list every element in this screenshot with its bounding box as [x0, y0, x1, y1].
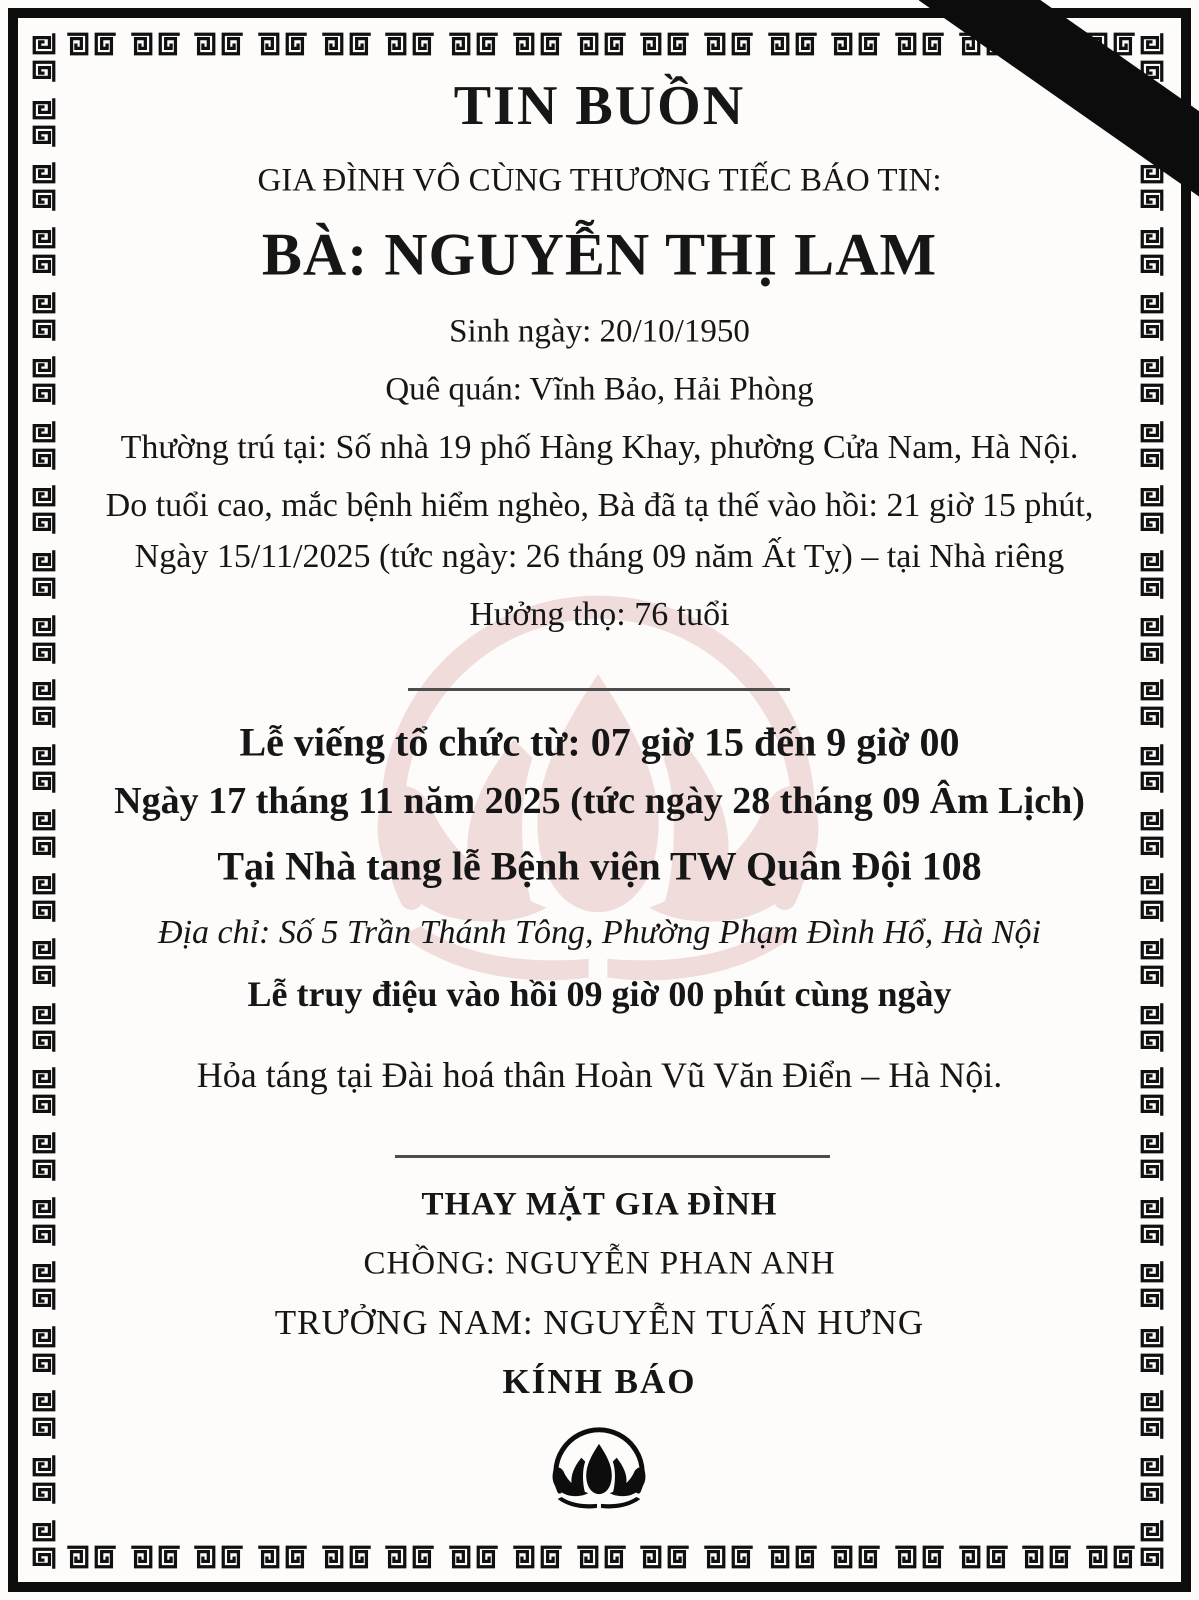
notice-subtitle: GIA ĐÌNH VÔ CÙNG THƯƠNG TIẾC BÁO TIN:: [257, 162, 942, 199]
greek-key-unit: [128, 1544, 183, 1572]
death-info-line-1: Do tuổi cao, mắc bệnh hiểm nghèo, Bà đã tạ thế vào hồi: 21 giờ 15 phút,: [105, 487, 1094, 524]
greek-key-unit: [31, 289, 59, 344]
greek-key-unit: [1139, 224, 1167, 279]
greek-key-unit: [1139, 870, 1167, 925]
visitation-line: Lễ viếng tổ chức từ: 07 giờ 15 đến 9 giờ 00: [239, 719, 960, 765]
deceased-name: BÀ: NGUYỄN THỊ LAM: [261, 221, 938, 288]
notice-title: TIN BUỒN: [453, 75, 746, 137]
greek-key-unit: [1139, 547, 1167, 602]
greek-key-unit: [1139, 612, 1167, 667]
greek-key-unit: [701, 31, 756, 59]
greek-key-unit: [31, 612, 59, 667]
husband-line: CHỒNG: NGUYỄN PHAN ANH: [363, 1245, 836, 1282]
greek-key-unit: [31, 159, 59, 214]
greek-key-unit: [31, 418, 59, 473]
greek-key-unit: [31, 1517, 59, 1572]
greek-key-unit: [31, 1387, 59, 1442]
greek-key-unit: [637, 1544, 692, 1572]
greek-key-unit: [446, 1544, 501, 1572]
greek-key-unit: [1139, 418, 1167, 473]
greek-key-unit: [828, 31, 883, 59]
hometown-line: Quê quán: Vĩnh Bảo, Hải Phòng: [385, 371, 814, 408]
death-info-line-2: Ngày 15/11/2025 (tức ngày: 26 tháng 09 năm Ất Tỵ) – tại Nhà riêng: [134, 538, 1065, 575]
greek-key-unit: [128, 31, 183, 59]
greek-key-unit: [31, 1194, 59, 1249]
greek-key-unit: [31, 870, 59, 925]
greek-key-unit: [31, 1064, 59, 1119]
greek-key-border-right: [1139, 30, 1167, 1572]
greek-key-border-left: [31, 30, 59, 1572]
greek-key-unit: [1139, 353, 1167, 408]
greek-key-unit: [1139, 1387, 1167, 1442]
greek-key-border-bottom: [64, 1544, 1138, 1572]
greek-key-unit: [1139, 1517, 1167, 1572]
greek-key-unit: [1139, 1000, 1167, 1055]
greek-key-unit: [1083, 1544, 1138, 1572]
venue-address-line: Địa chỉ: Số 5 Trần Thánh Tông, Phường Phạm Đình Hổ, Hà Nội: [158, 914, 1041, 951]
funeral-date-line: Ngày 17 tháng 11 năm 2025 (tức ngày 28 tháng 09 Âm Lịch): [114, 780, 1085, 822]
greek-key-unit: [31, 224, 59, 279]
greek-key-unit: [382, 31, 437, 59]
greek-key-unit: [191, 31, 246, 59]
greek-key-unit: [1139, 741, 1167, 796]
greek-key-unit: [31, 935, 59, 990]
lotus-icon: [540, 1420, 658, 1519]
greek-key-unit: [1139, 806, 1167, 861]
age-line: Hưởng thọ: 76 tuổi: [469, 596, 730, 633]
greek-key-unit: [828, 1544, 883, 1572]
greek-key-unit: [892, 31, 947, 59]
greek-key-unit: [319, 31, 374, 59]
greek-key-unit: [31, 547, 59, 602]
greek-key-unit: [31, 1129, 59, 1184]
memorial-line: Lễ truy điệu vào hồi 09 giờ 00 phút cùng ngày: [247, 974, 952, 1014]
greek-key-unit: [31, 353, 59, 408]
greek-key-unit: [574, 31, 629, 59]
greek-key-unit: [1139, 1064, 1167, 1119]
cremation-line: Hỏa táng tại Đài hoá thân Hoàn Vũ Văn Điển – Hà Nội.: [196, 1055, 1003, 1095]
greek-key-unit: [255, 1544, 310, 1572]
greek-key-unit: [765, 31, 820, 59]
greek-key-unit: [1139, 676, 1167, 731]
greek-key-unit: [510, 31, 565, 59]
greek-key-unit: [31, 1000, 59, 1055]
greek-key-unit: [1139, 1194, 1167, 1249]
greek-key-unit: [64, 1544, 119, 1572]
greek-key-unit: [31, 676, 59, 731]
greek-key-unit: [31, 741, 59, 796]
greek-key-unit: [1139, 289, 1167, 344]
greek-key-unit: [1139, 1323, 1167, 1378]
venue-line: Tại Nhà tang lễ Bệnh viện TW Quân Đội 108: [217, 843, 982, 889]
greek-key-unit: [191, 1544, 246, 1572]
greek-key-unit: [446, 31, 501, 59]
greek-key-unit: [956, 1544, 1011, 1572]
eldest-son-line: TRƯỞNG NAM: NGUYỄN TUẤN HƯNG: [274, 1303, 925, 1342]
divider: [408, 688, 790, 691]
greek-key-unit: [1139, 482, 1167, 537]
greek-key-unit: [1139, 1452, 1167, 1507]
greek-key-unit: [31, 482, 59, 537]
greek-key-unit: [31, 806, 59, 861]
greek-key-unit: [64, 31, 119, 59]
greek-key-unit: [31, 1323, 59, 1378]
greek-key-unit: [892, 1544, 947, 1572]
greek-key-unit: [1139, 935, 1167, 990]
greek-key-unit: [765, 1544, 820, 1572]
greek-key-unit: [31, 1258, 59, 1313]
greek-key-unit: [637, 31, 692, 59]
greek-key-unit: [31, 30, 59, 85]
greek-key-unit: [1139, 1258, 1167, 1313]
greek-key-unit: [31, 1452, 59, 1507]
greek-key-unit: [31, 95, 59, 150]
greek-key-unit: [255, 31, 310, 59]
birth-date-line: Sinh ngày: 20/10/1950: [449, 313, 750, 350]
greek-key-unit: [574, 1544, 629, 1572]
on-behalf-line: THAY MẶT GIA ĐÌNH: [421, 1186, 778, 1223]
greek-key-unit: [319, 1544, 374, 1572]
residence-line: Thường trú tại: Số nhà 19 phố Hàng Khay, phường Cửa Nam, Hà Nội.: [120, 429, 1079, 466]
greek-key-unit: [701, 1544, 756, 1572]
divider: [395, 1155, 830, 1158]
greek-key-unit: [1139, 1129, 1167, 1184]
greek-key-unit: [510, 1544, 565, 1572]
closing-line: KÍNH BÁO: [502, 1362, 697, 1401]
greek-key-unit: [382, 1544, 437, 1572]
greek-key-unit: [1019, 1544, 1074, 1572]
